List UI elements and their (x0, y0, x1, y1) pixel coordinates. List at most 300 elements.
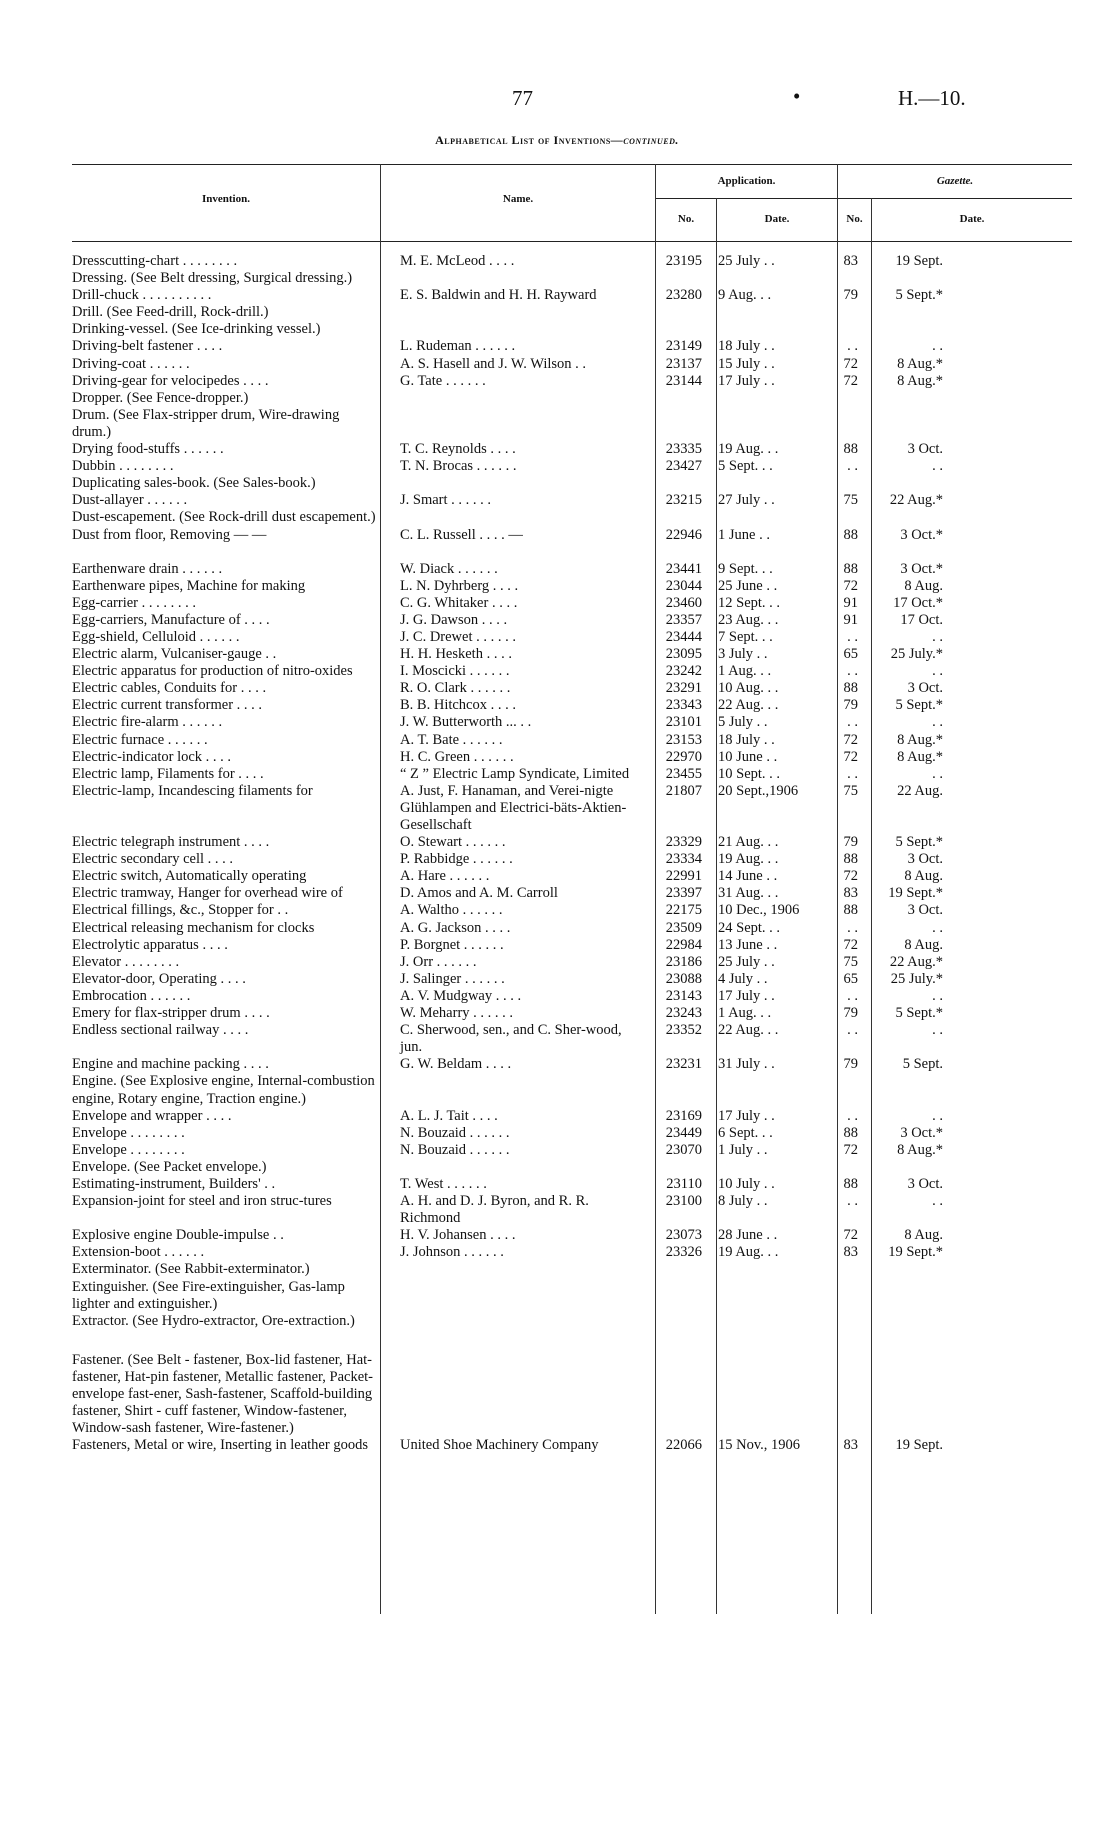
cell-gazette-no: . . (847, 1107, 858, 1124)
cell-app-date: 22 Aug. . . (718, 697, 779, 714)
cell-app-date (708, 407, 829, 441)
table-row (72, 458, 1072, 475)
cell-app-date: 27 July . . (718, 492, 775, 509)
cell-app-date (708, 1279, 829, 1313)
cell-gazette-date: 19 Sept. (895, 253, 943, 269)
table-row (72, 868, 1072, 885)
cell-app-date: 23 Aug. . . (718, 611, 779, 628)
page-bullet: • (793, 84, 801, 108)
table-row (72, 578, 1072, 595)
cell-invention: Driving-coat . . . . . . (72, 355, 190, 372)
cell-app-no (647, 509, 708, 526)
cell-name: A. Just, F. Hanaman, and Verei-nigte Glühlampen and Electrici-bäts-Aktien-Gesellschaft (400, 782, 627, 833)
cell-app-no: 23073 (665, 1227, 702, 1244)
cell-app-date: 10 Dec., 1906 (718, 902, 800, 919)
cell-invention (72, 544, 380, 561)
header-app-no: No. (677, 213, 695, 225)
cell-name (380, 1330, 647, 1352)
cell-invention: Driving-gear for velocipedes . . . . (72, 372, 269, 389)
cell-invention: Electric-lamp, Incandescing filaments for (72, 782, 313, 799)
cell-name: A. L. J. Tait . . . . (400, 1107, 498, 1124)
cell-name: P. Rabbidge . . . . . . (400, 851, 513, 868)
cell-app-no (647, 1261, 708, 1278)
cell-name: E. S. Baldwin and H. H. Rayward (400, 287, 597, 304)
cell-gazette-no: 88 (843, 851, 858, 868)
cell-invention: Dropper. (See Fence-dropper.) (72, 389, 249, 406)
cell-gazette-date (863, 1073, 953, 1107)
cell-invention: Duplicating sales-book. (See Sales-book.) (72, 475, 316, 492)
cell-gazette-no: 88 (843, 526, 858, 543)
cell-gazette-date: . . (932, 765, 943, 782)
table-row (72, 544, 1072, 561)
cell-gazette-date: 8 Aug.* (897, 748, 943, 765)
cell-app-no (647, 270, 708, 287)
cell-name: B. B. Hitchcox . . . . (400, 697, 516, 714)
cell-name: J. W. Butterworth ... . . (400, 714, 532, 731)
table-row (72, 356, 1072, 373)
cell-name: J. G. Dawson . . . . (400, 611, 508, 628)
cell-app-no: 23455 (665, 765, 702, 782)
cell-app-date (708, 304, 829, 321)
table-row (72, 732, 1072, 749)
cell-app-no: 22066 (665, 1437, 702, 1454)
cell-app-no (647, 304, 708, 321)
cell-app-date: 21 Aug. . . (718, 834, 779, 851)
cell-app-no: 23169 (665, 1107, 702, 1124)
cell-gazette-no: 88 (843, 680, 858, 697)
cell-gazette-date: 8 Aug.* (897, 1141, 943, 1158)
cell-app-date: 10 June . . (718, 748, 778, 765)
cell-name (380, 304, 647, 321)
cell-invention: Electrolytic apparatus . . . . (72, 936, 228, 953)
table-row (72, 714, 1072, 731)
cell-name: A. S. Hasell and J. W. Wilson . . (400, 355, 587, 372)
header-app-date: Date. (764, 213, 790, 225)
cell-gazette-no: 72 (843, 1141, 858, 1158)
cell-name: G. W. Beldam . . . . (400, 1056, 512, 1073)
cell-app-date: 15 Nov., 1906 (718, 1437, 801, 1454)
cell-name: A. V. Mudgway . . . . (400, 987, 522, 1004)
table-row (72, 338, 1072, 355)
cell-gazette-date: 3 Oct.* (900, 560, 943, 577)
cell-app-date: 4 July . . (718, 970, 768, 987)
cell-app-date: 18 July . . (718, 731, 775, 748)
cell-name: C. L. Russell . . . . — (400, 526, 523, 543)
cell-gazette-date: 5 Sept.* (895, 1005, 943, 1022)
cell-gazette-no (829, 1073, 863, 1107)
cell-app-no: 23195 (665, 253, 702, 269)
cell-name (380, 390, 647, 407)
cell-invention: Dubbin . . . . . . . . (72, 458, 174, 475)
cell-gazette-date (863, 1313, 953, 1330)
cell-gazette-date: 8 Aug. (904, 868, 943, 885)
cell-invention: Expansion-joint for steel and iron struc-tures (72, 1193, 332, 1210)
cell-gazette-no: 88 (843, 560, 858, 577)
cell-gazette-date: 3 Oct. (907, 1175, 943, 1192)
title-continued: —continued. (610, 133, 679, 147)
cell-gazette-no: 79 (843, 1056, 858, 1073)
cell-invention: Drying food-stuffs . . . . . . (72, 441, 224, 458)
cell-gazette-no: . . (847, 919, 858, 936)
cell-app-date (708, 270, 829, 287)
cell-gazette-date: 19 Sept.* (888, 885, 943, 902)
table-row (72, 287, 1072, 304)
cell-gazette-date: 25 July.* (890, 970, 943, 987)
cell-gazette-date: 8 Aug. (904, 1227, 943, 1244)
cell-app-no: 23441 (665, 560, 702, 577)
cell-app-date: 15 July . . (718, 355, 775, 372)
table-row (72, 1125, 1072, 1142)
cell-name: C. G. Whitaker . . . . (400, 594, 518, 611)
cell-name: M. E. McLeod . . . . (400, 253, 515, 269)
cell-invention: Extinguisher. (See Fire-extinguisher, Gas-lamp lighter and extinguisher.) (72, 1278, 345, 1312)
cell-gazette-no: 79 (843, 697, 858, 714)
cell-gazette-date: . . (932, 714, 943, 731)
table-row (72, 561, 1072, 578)
cell-name: H. H. Hesketh . . . . (400, 646, 512, 663)
cell-gazette-date: 19 Sept. (895, 1437, 943, 1454)
cell-gazette-no: . . (847, 338, 858, 355)
cell-gazette-date (863, 1352, 953, 1437)
cell-gazette-date: 25 July.* (890, 646, 943, 663)
cell-app-no (647, 1330, 708, 1352)
cell-gazette-date (863, 407, 953, 441)
table-row (72, 920, 1072, 937)
cell-name: W. Meharry . . . . . . (400, 1005, 514, 1022)
cell-app-date: 17 July . . (718, 372, 775, 389)
cell-name: A. H. and D. J. Byron, and R. R. Richmond (400, 1193, 589, 1227)
cell-name: T. West . . . . . . (400, 1175, 487, 1192)
cell-name (380, 509, 647, 526)
cell-app-no: 23231 (665, 1056, 702, 1073)
cell-gazette-no: 65 (843, 970, 858, 987)
cell-invention: Egg-shield, Celluloid . . . . . . (72, 628, 240, 645)
cell-name: H. C. Green . . . . . . (400, 748, 514, 765)
cell-invention: Electric cables, Conduits for . . . . (72, 680, 267, 697)
cell-app-no: 23044 (665, 577, 702, 594)
cell-app-no (647, 1313, 708, 1330)
cell-gazette-no (829, 1313, 863, 1330)
table-row (72, 304, 1072, 321)
header-gazette: Gazette. (936, 175, 974, 187)
cell-app-no: 23215 (665, 492, 702, 509)
cell-gazette-no (829, 270, 863, 287)
table-row (72, 595, 1072, 612)
cell-invention: Engine and machine packing . . . . (72, 1056, 269, 1073)
cell-app-date: 3 July . . (718, 646, 768, 663)
cell-name: “ Z ” Electric Lamp Syndicate, Limited (400, 765, 630, 782)
cell-name: P. Borgnet . . . . . . (400, 936, 504, 953)
table-row (72, 1005, 1072, 1022)
table-row (72, 1022, 1072, 1056)
cell-gazette-date: 22 Aug.* (889, 492, 943, 509)
cell-gazette-date: . . (932, 663, 943, 680)
cell-gazette-date: 8 Aug.* (897, 731, 943, 748)
cell-name: N. Bouzaid . . . . . . (400, 1124, 510, 1141)
cell-app-date: 22 Aug. . . (718, 1022, 779, 1039)
table-row (72, 1056, 1072, 1073)
cell-app-date (708, 1313, 829, 1330)
cell-app-no: 23137 (665, 355, 702, 372)
cell-app-no: 21807 (665, 782, 702, 799)
cell-app-no: 23070 (665, 1141, 702, 1158)
cell-invention: Embrocation . . . . . . (72, 987, 191, 1004)
cell-invention: Envelope and wrapper . . . . (72, 1107, 232, 1124)
cell-app-date: 17 July . . (718, 987, 775, 1004)
cell-invention: Electric switch, Automatically operating (72, 868, 307, 885)
cell-app-date: 19 Aug. . . (718, 851, 779, 868)
table-row (72, 270, 1072, 287)
inventions-table-body (72, 253, 1072, 1454)
table-row (72, 971, 1072, 988)
cell-app-no (647, 390, 708, 407)
cell-gazette-no (829, 321, 863, 338)
cell-gazette-no: 72 (843, 748, 858, 765)
cell-app-no (647, 544, 708, 561)
cell-gazette-date: . . (932, 458, 943, 475)
cell-gazette-no (829, 407, 863, 441)
table-row (72, 697, 1072, 714)
cell-gazette-date (863, 304, 953, 321)
cell-gazette-no: 75 (843, 782, 858, 799)
table-row (72, 373, 1072, 390)
cell-invention: Explosive engine Double-impulse . . (72, 1227, 284, 1244)
cell-app-no (647, 1159, 708, 1176)
cell-app-date: 28 June . . (718, 1227, 778, 1244)
cell-app-date (708, 1330, 829, 1352)
cell-gazette-no: 79 (843, 834, 858, 851)
cell-name (380, 1313, 647, 1330)
cell-app-date (708, 1352, 829, 1437)
cell-app-no: 23357 (665, 611, 702, 628)
table-row (72, 1279, 1072, 1313)
cell-invention: Electrical releasing mechanism for clocks (72, 919, 315, 936)
cell-invention: Electric lamp, Filaments for . . . . (72, 765, 264, 782)
cell-gazette-no (829, 1159, 863, 1176)
table-row (72, 390, 1072, 407)
cell-gazette-date: 5 Sept.* (895, 697, 943, 714)
cell-app-date: 7 Sept. . . (718, 628, 773, 645)
cell-app-date: 5 July . . (718, 714, 768, 731)
cell-app-date (708, 1159, 829, 1176)
cell-gazette-date: 19 Sept.* (888, 1244, 943, 1261)
table-row (72, 663, 1072, 680)
cell-gazette-no: 91 (843, 611, 858, 628)
cell-app-no: 23509 (665, 919, 702, 936)
cell-invention: Envelope . . . . . . . . (72, 1141, 185, 1158)
cell-app-date: 5 Sept. . . (718, 458, 773, 475)
cell-gazette-date: . . (932, 338, 943, 355)
cell-app-no: 23186 (665, 953, 702, 970)
cell-gazette-date: 3 Oct. (907, 902, 943, 919)
table-row (72, 988, 1072, 1005)
cell-app-date (708, 1261, 829, 1278)
cell-app-date: 17 July . . (718, 1107, 775, 1124)
cell-invention: Electrical fillings, &c., Stopper for . . (72, 902, 289, 919)
cell-gazette-date (863, 1330, 953, 1352)
cell-gazette-no: 72 (843, 731, 858, 748)
cell-gazette-no: . . (847, 663, 858, 680)
cell-app-no: 22991 (665, 868, 702, 885)
cell-invention: Drum. (See Flax-stripper drum, Wire-drawing drum.) (72, 406, 340, 440)
cell-app-no: 23088 (665, 970, 702, 987)
cell-app-no: 22175 (665, 902, 702, 919)
cell-gazette-no: 83 (843, 1437, 858, 1454)
cell-gazette-no: 75 (843, 953, 858, 970)
cell-app-date: 1 June . . (718, 526, 770, 543)
cell-gazette-date: 5 Sept.* (895, 287, 943, 304)
table-row (72, 1108, 1072, 1125)
cell-invention: Fastener. (See Belt - fastener, Box-lid fastener, Hat-fastener, Hat-pin fastener, Metallic fastener, Packet-envelope fast-ener, Sash-fastener, Scaffold-building fastener, Shirt - cuff fastener, Window-fastener, Window-sash fastener, Wire-fastener.) (72, 1351, 374, 1437)
cell-gazette-no: 88 (843, 902, 858, 919)
cell-invention (72, 1330, 380, 1352)
cell-gazette-date: 3 Oct. (907, 680, 943, 697)
cell-name: H. V. Johansen . . . . (400, 1227, 516, 1244)
cell-name: J. Smart . . . . . . (400, 492, 492, 509)
cell-invention: Electric secondary cell . . . . (72, 851, 234, 868)
cell-gazette-no: 72 (843, 372, 858, 389)
cell-invention: Earthenware drain . . . . . . (72, 560, 223, 577)
cell-gazette-date (863, 1279, 953, 1313)
cell-app-date (708, 1073, 829, 1107)
cell-gazette-no (829, 1330, 863, 1352)
cell-app-no: 23100 (665, 1193, 702, 1210)
cell-gazette-no (829, 390, 863, 407)
cell-app-no (647, 1279, 708, 1313)
header-gaz-date: Date. (959, 213, 985, 225)
title-main: Alphabetical List of Inventions (435, 133, 611, 147)
cell-gazette-date: 8 Aug.* (897, 355, 943, 372)
cell-app-no: 23153 (665, 731, 702, 748)
table-row (72, 1193, 1072, 1227)
cell-name: J. Johnson . . . . . . (400, 1244, 504, 1261)
cell-app-date (708, 321, 829, 338)
cell-invention: Drill-chuck . . . . . . . . . . (72, 287, 212, 304)
cell-invention: Engine. (See Explosive engine, Internal-combustion engine, Rotary engine, Traction engine.) (72, 1073, 375, 1107)
cell-invention: Emery for flax-stripper drum . . . . (72, 1005, 270, 1022)
table-row (72, 834, 1072, 851)
cell-app-no: 23149 (665, 338, 702, 355)
cell-name: A. G. Jackson . . . . (400, 919, 511, 936)
cell-app-no: 22970 (665, 748, 702, 765)
cell-gazette-no: . . (847, 765, 858, 782)
cell-gazette-no: 72 (843, 1227, 858, 1244)
cell-gazette-date: 17 Oct.* (893, 594, 943, 611)
cell-gazette-no: . . (847, 458, 858, 475)
cell-app-no: 23095 (665, 646, 702, 663)
cell-name (380, 407, 647, 441)
cell-name: W. Diack . . . . . . (400, 560, 498, 577)
cell-gazette-date (863, 509, 953, 526)
cell-app-no: 23352 (665, 1022, 702, 1039)
cell-gazette-date (863, 1261, 953, 1278)
cell-name: L. Rudeman . . . . . . (400, 338, 516, 355)
cell-gazette-no (829, 1279, 863, 1313)
cell-invention: Extractor. (See Hydro-extractor, Ore-extraction.) (72, 1312, 355, 1329)
cell-invention: Electric apparatus for production of nitro-oxides (72, 663, 353, 680)
cell-gazette-date: 8 Aug. (904, 936, 943, 953)
cell-name: G. Tate . . . . . . (400, 372, 486, 389)
cell-name: I. Moscicki . . . . . . (400, 663, 510, 680)
header-application: Application. (717, 175, 776, 187)
table-row (72, 1176, 1072, 1193)
cell-gazette-no: 72 (843, 868, 858, 885)
cell-app-no: 23335 (665, 441, 702, 458)
cell-invention: Dust from floor, Removing — — (72, 526, 267, 543)
cell-gazette-no: 65 (843, 646, 858, 663)
cell-app-no: 23326 (665, 1244, 702, 1261)
cell-app-date: 13 June . . (718, 936, 778, 953)
table-row (72, 475, 1072, 492)
table-row (72, 766, 1072, 783)
cell-invention: Drinking-vessel. (See Ice-drinking vessel.) (72, 321, 321, 338)
table-row (72, 1313, 1072, 1330)
cell-app-no (647, 407, 708, 441)
cell-gazette-date: 5 Sept.* (895, 834, 943, 851)
cell-gazette-date: 3 Oct.* (900, 526, 943, 543)
cell-app-date: 1 July . . (718, 1141, 768, 1158)
cell-invention: Egg-carrier . . . . . . . . (72, 594, 197, 611)
cell-gazette-no (829, 544, 863, 561)
cell-app-date: 24 Sept. . . (718, 919, 781, 936)
cell-app-no: 23397 (665, 885, 702, 902)
cell-app-date: 9 Sept. . . (718, 560, 773, 577)
cell-app-date: 8 July . . (718, 1193, 768, 1210)
table-row (72, 1330, 1072, 1352)
cell-name (380, 1352, 647, 1437)
cell-gazette-date: . . (932, 919, 943, 936)
cell-gazette-no: 75 (843, 492, 858, 509)
cell-gazette-no (829, 475, 863, 492)
cell-app-no: 23110 (666, 1175, 702, 1192)
cell-app-no: 23449 (665, 1124, 702, 1141)
cell-app-date: 19 Aug. . . (718, 441, 779, 458)
cell-name (380, 544, 647, 561)
table-row (72, 1437, 1072, 1454)
cell-gazette-date (863, 1159, 953, 1176)
table-row (72, 629, 1072, 646)
cell-gazette-no: 88 (843, 1124, 858, 1141)
cell-gazette-no: . . (847, 987, 858, 1004)
page-title (0, 133, 1114, 148)
table-row (72, 321, 1072, 338)
cell-invention: Electric alarm, Vulcaniser-gauge . . (72, 646, 277, 663)
cell-app-date (708, 544, 829, 561)
document-reference: H.—10. (898, 86, 966, 110)
cell-name (380, 1261, 647, 1278)
cell-gazette-date (863, 544, 953, 561)
cell-gazette-date: 22 Aug. (897, 782, 943, 799)
cell-gazette-date: 8 Aug. (904, 577, 943, 594)
cell-name: J. Orr . . . . . . (400, 953, 477, 970)
cell-app-date: 9 Aug. . . (718, 287, 772, 304)
table-row (72, 1142, 1072, 1159)
cell-name: L. N. Dyhrberg . . . . (400, 577, 519, 594)
cell-app-date: 14 June . . (718, 868, 778, 885)
cell-invention: Envelope. (See Packet envelope.) (72, 1158, 267, 1175)
cell-gazette-date: . . (932, 1107, 943, 1124)
cell-name: A. Waltho . . . . . . (400, 902, 503, 919)
cell-name: T. C. Reynolds . . . . (400, 441, 516, 458)
cell-app-no: 23280 (665, 287, 702, 304)
cell-invention: Dressing. (See Belt dressing, Surgical dressing.) (72, 270, 353, 287)
cell-gazette-no: 79 (843, 287, 858, 304)
cell-invention: Envelope . . . . . . . . (72, 1124, 185, 1141)
cell-name: T. N. Brocas . . . . . . (400, 458, 517, 475)
cell-app-no: 23334 (665, 851, 702, 868)
cell-gazette-no: 83 (843, 885, 858, 902)
table-row (72, 783, 1072, 834)
